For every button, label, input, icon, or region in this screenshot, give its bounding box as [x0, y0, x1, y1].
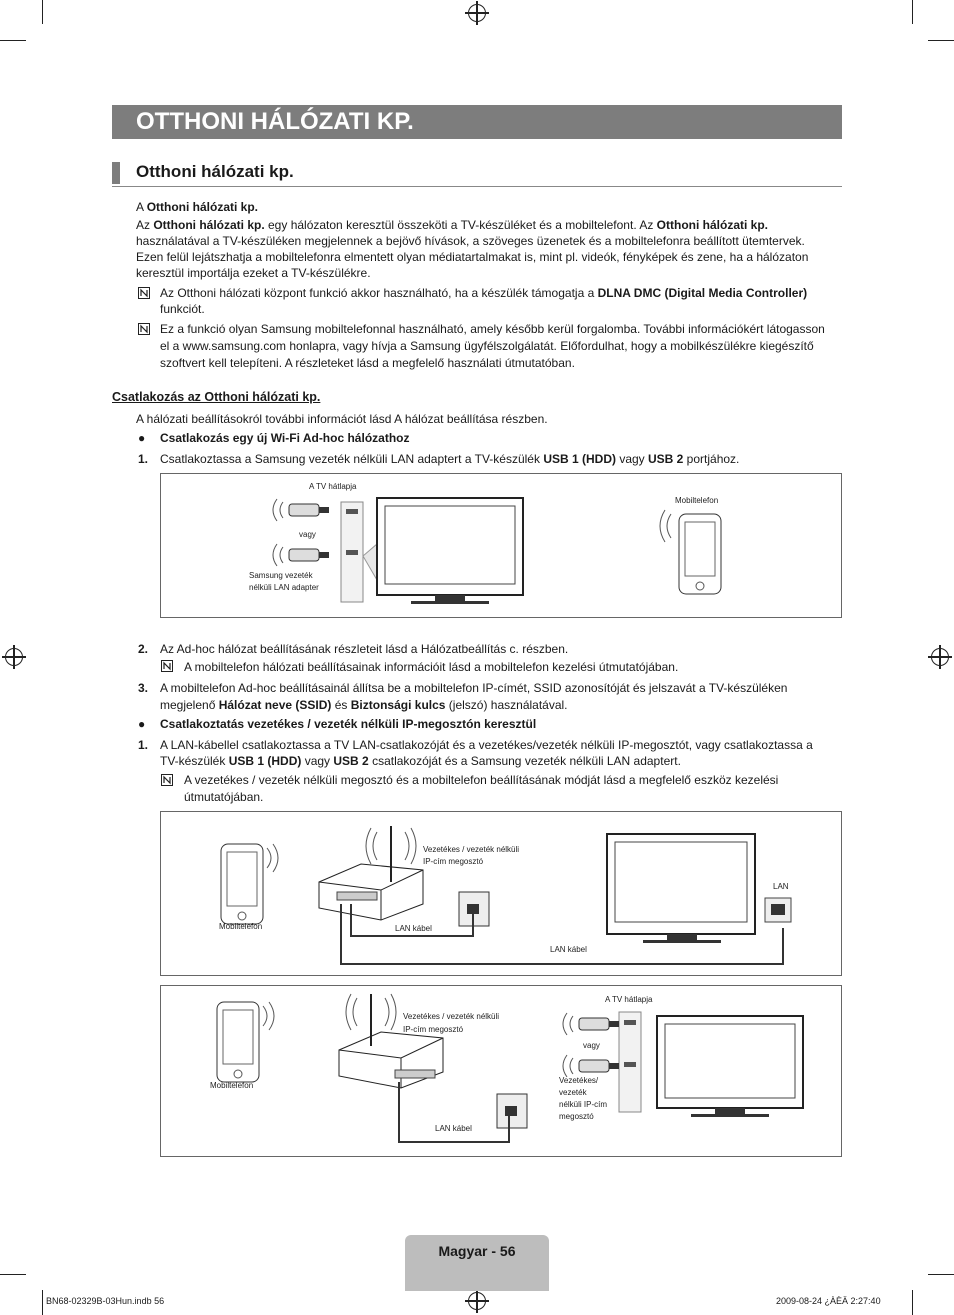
step-text: Az Ad-hoc hálózat beállításának részleteit lásd a Hálózatbeállítás c. részben.: [160, 642, 569, 656]
bullet-icon: ●: [138, 431, 146, 445]
figure-label: Mobiltelefon: [675, 496, 719, 505]
figure-label: vagy: [299, 530, 316, 539]
crop-mark: [912, 1290, 913, 1315]
step-text: Csatlakoztassa a Samsung vezeték nélküli LAN adaptert a TV-készülék USB 1 (HDD) vagy USB 2 portjához.: [160, 452, 740, 466]
bullet-text: Csatlakozás egy új Wi-Fi Ad-hoc hálózathoz: [160, 431, 410, 445]
figure-label: vezeték: [559, 1088, 587, 1097]
intro-label: A Otthoni hálózati kp.: [136, 200, 259, 214]
step-number: 2.: [138, 642, 149, 656]
registration-mark-icon: [468, 4, 486, 22]
note-line: útmutatójában.: [184, 790, 264, 804]
intro-line: Az Otthoni hálózati kp. egy hálózaton keresztül összeköti a TV-készüléket és a mobiltelefont. Az Otthoni hálózati kp.: [136, 218, 768, 232]
registration-mark-icon: [931, 648, 949, 666]
figure-adhoc: [160, 473, 842, 618]
figure-label: Samsung vezeték: [249, 571, 313, 580]
figure-label: Mobiltelefon: [210, 1081, 254, 1090]
crop-mark: [42, 0, 43, 24]
figure-label: Vezetékes / vezeték nélküli: [423, 845, 520, 854]
intro-line: használatával a TV-készüléken megjelennek a bejövő hívások, a szöveges üzenetek és a mobiltelefonra beállított ütemtervek.: [136, 234, 805, 248]
figure-label: megosztó: [559, 1112, 594, 1121]
note-line: el a www.samsung.com honlapra, vagy hívja a Samsung ügyfélszolgálatát. Előfordulhat, hogy a mobilkészülékre kiegészítő: [160, 339, 814, 353]
figure-label: LAN: [773, 882, 789, 891]
info-line: A hálózati beállításokról további információt lásd A hálózat beállítása részben.: [136, 412, 548, 426]
figure-label: LAN kábel: [550, 945, 587, 954]
section-heading: [112, 160, 842, 187]
footer-timestamp: 2009-08-24 ¿ÀÈÄ 2:27:40: [776, 1296, 881, 1306]
registration-mark-icon: [5, 648, 23, 666]
bullet-text: Csatlakoztatás vezetékes / vezeték nélküli IP-megosztón keresztül: [160, 717, 537, 731]
crop-mark: [42, 1290, 43, 1315]
step-number: 1.: [138, 452, 149, 466]
crop-mark: [912, 0, 913, 24]
page-number-tab: Magyar - 56: [405, 1235, 549, 1291]
note-line: szoftvert kell telepíteni. A részleteket lásd a megfelelő használati útmutatóban.: [160, 356, 575, 370]
wired-lan-diagram: [161, 812, 841, 975]
note-icon: [138, 323, 150, 335]
crop-mark: [0, 40, 26, 41]
figure-label: LAN kábel: [395, 924, 432, 933]
figure-label: Mobiltelefon: [219, 922, 263, 931]
registration-mark-icon: [468, 1292, 486, 1310]
figure-label: nélküli IP-cím: [559, 1100, 608, 1109]
step-text: TV-készülék USB 1 (HDD) vagy USB 2 csatlakozóját és a Samsung vezeték nélküli LAN adaptert.: [160, 754, 681, 768]
intro-line: keresztül importálja ezeket a TV-készülékre.: [136, 266, 371, 280]
note-line: A mobiltelefon hálózati beállításainak információit lásd a mobiltelefon kezelési útmutatójában.: [184, 660, 679, 674]
subsection-title: Csatlakozás az Otthoni hálózati kp.: [112, 390, 321, 404]
note-line: Ez a funkció olyan Samsung mobiltelefonnal használható, amely később kerül forgalomba. További információkért látogasson: [160, 322, 825, 336]
note-line: funkciót.: [160, 302, 205, 316]
figure-label: IP-cím megosztó: [403, 1025, 464, 1034]
figure-label: nélküli LAN adapter: [249, 583, 319, 592]
step-number: 1.: [138, 738, 149, 752]
bullet-icon: ●: [138, 717, 146, 731]
step-text: megjelenő Hálózat neve (SSID) és Biztonsági kulcs (jelszó) használatával.: [160, 698, 568, 712]
intro-line: Ezen felül lejátszhatja a mobiltelefonra elmentett olyan médiatartalmakat is, mint pl. videók, fényképek és zene, ha a hálózaton: [136, 250, 809, 264]
figure-label: Vezetékes / vezeték nélküli: [403, 1012, 500, 1021]
figure-label: IP-cím megosztó: [423, 857, 484, 866]
note-line: Az Otthoni hálózati központ funkció akkor használható, ha a készülék támogatja a DLNA DMC (Digital Media Controller): [160, 286, 808, 300]
figure-wired-lan: [160, 811, 842, 976]
crop-mark: [0, 1274, 26, 1275]
footer-file-info: BN68-02329B-03Hun.indb 56: [46, 1296, 165, 1306]
note-icon: [138, 287, 150, 299]
note-icon: [161, 774, 173, 786]
figure-label: A TV hátlapja: [309, 482, 357, 491]
figure-label: A TV hátlapja: [605, 995, 653, 1004]
note-line: A vezetékes / vezeték nélküli megosztó és a mobiltelefon beállításának módját lásd a megfelelő eszköz kezelési: [184, 773, 779, 787]
section-title: Otthoni hálózati kp.: [136, 162, 294, 181]
step-number: 3.: [138, 681, 149, 695]
figure-label: LAN kábel: [435, 1124, 472, 1133]
note-icon: [161, 660, 173, 672]
step-text: A mobiltelefon Ad-hoc beállításainál állítsa be a mobiltelefon IP-címét, SSID azonosítóját és jelszavát a TV-készüléken: [160, 681, 788, 695]
crop-mark: [928, 40, 954, 41]
crop-mark: [928, 1274, 954, 1275]
figure-label: Vezetékes/: [559, 1076, 599, 1085]
page-title: OTTHONI HÁLÓZATI KP.: [112, 105, 842, 139]
figure-label: vagy: [583, 1041, 600, 1050]
step-text: A LAN-kábellel csatlakoztassa a TV LAN-csatlakozóját és a vezetékes/vezeték nélküli IP-megosztót, vagy csatlakoztassa a: [160, 738, 813, 752]
section-marker: [112, 162, 120, 184]
figure-wireless-sharer: [160, 985, 842, 1157]
wireless-sharer-diagram: [161, 986, 841, 1156]
adhoc-diagram: [161, 474, 841, 617]
